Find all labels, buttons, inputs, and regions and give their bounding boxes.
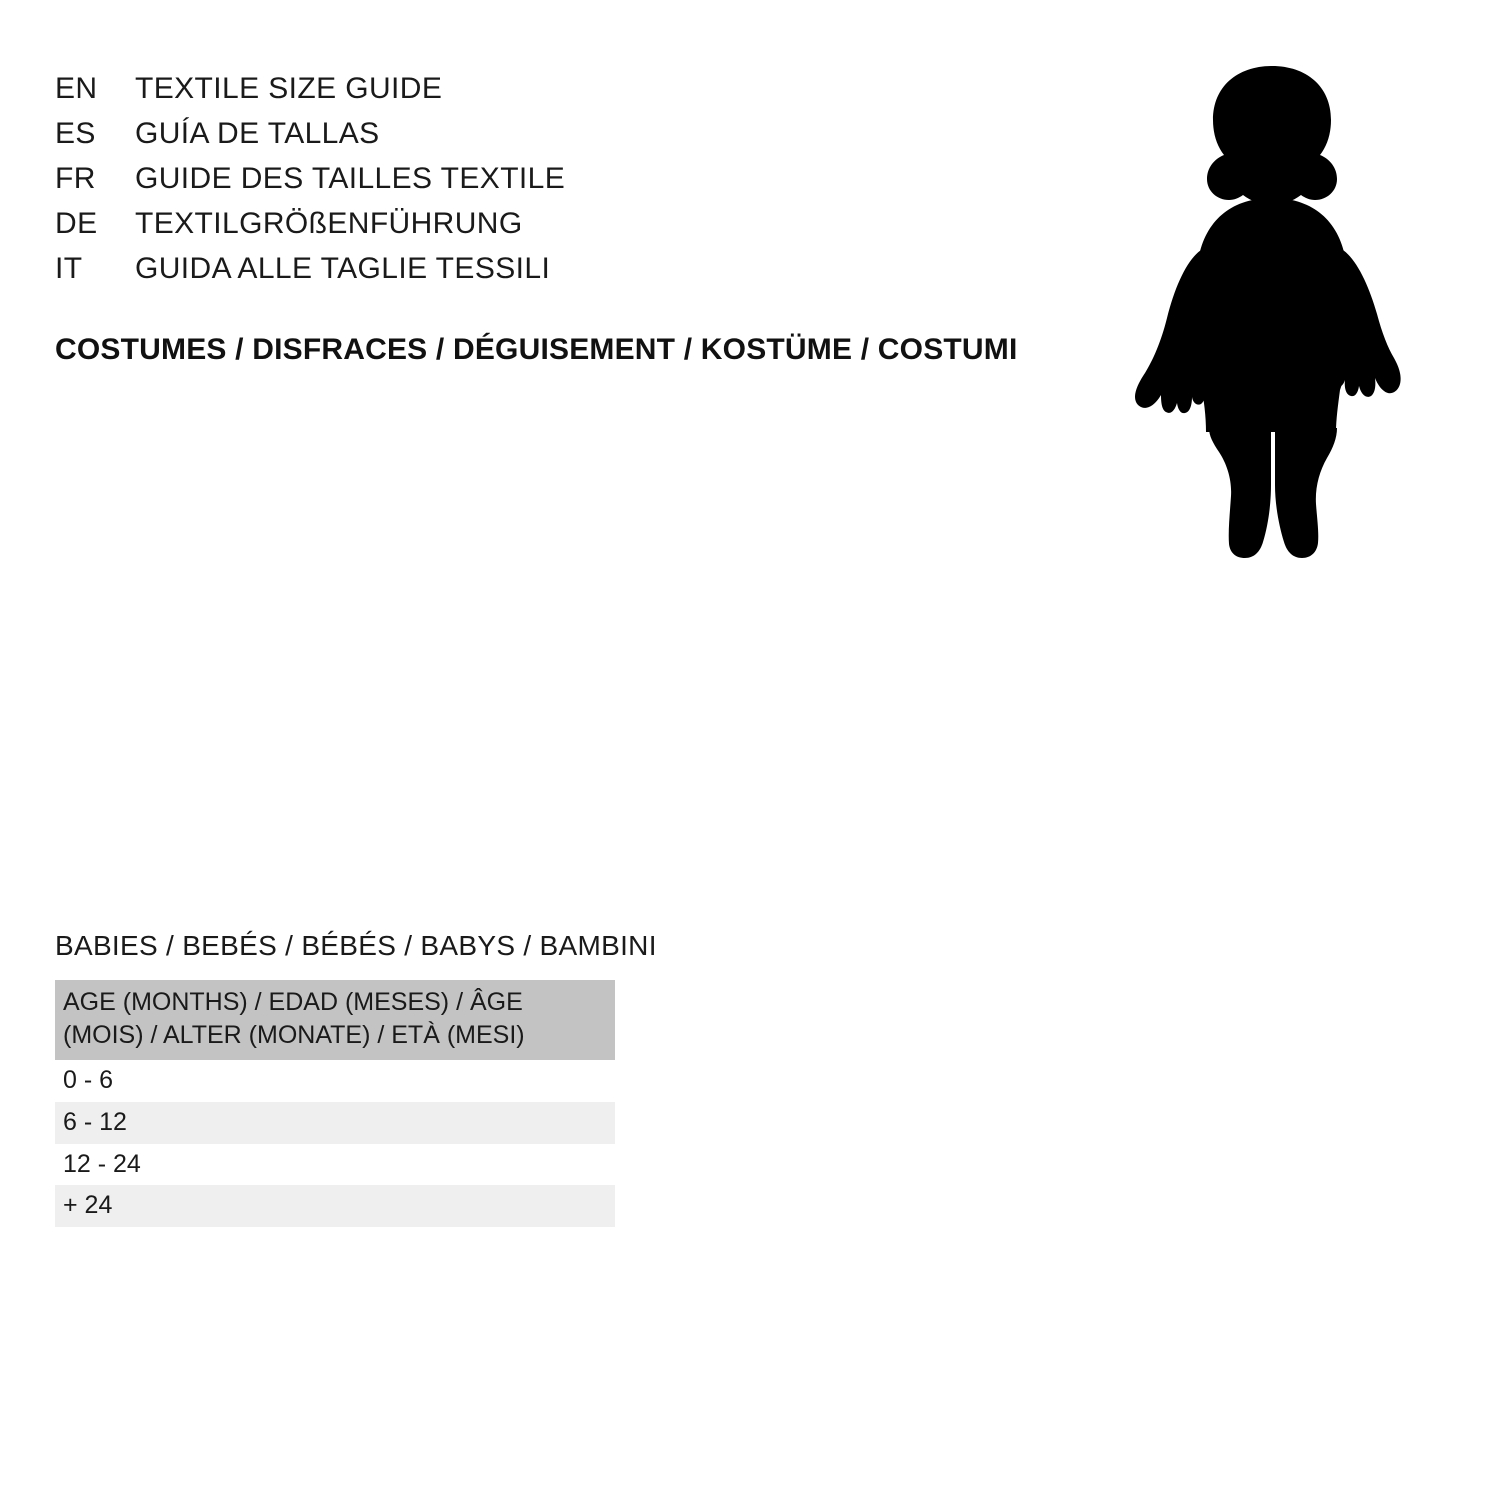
table-cell-age: 0 - 6 bbox=[55, 1060, 615, 1102]
language-text-fr: GUIDE DES TAILLES TEXTILE bbox=[135, 162, 566, 195]
language-text-en: TEXTILE SIZE GUIDE bbox=[135, 72, 443, 105]
language-list bbox=[55, 72, 565, 297]
language-code-it: IT bbox=[55, 252, 83, 285]
language-row-fr bbox=[55, 162, 565, 207]
language-row-de bbox=[55, 207, 565, 252]
table-header-age: AGE (MONTHS) / EDAD (MESES) / ÂGE (MOIS) / ALTER (MONATE) / ETÀ (MESI) bbox=[55, 980, 615, 1060]
table-row bbox=[55, 1060, 615, 1102]
language-code-en: EN bbox=[55, 72, 98, 105]
size-table bbox=[55, 980, 615, 1227]
table-cell-age: 12 - 24 bbox=[55, 1144, 615, 1186]
language-text-it: GUIDA ALLE TAGLIE TESSILI bbox=[135, 252, 551, 285]
category-heading: COSTUMES / DISFRACES / DÉGUISEMENT / KOSTÜME / COSTUMI bbox=[55, 333, 1018, 366]
language-row-es bbox=[55, 117, 565, 162]
baby-silhouette-icon bbox=[1105, 60, 1445, 560]
table-title: BABIES / BEBÉS / BÉBÉS / BABYS / BAMBINI bbox=[55, 930, 657, 961]
language-code-fr: FR bbox=[55, 162, 96, 195]
language-code-de: DE bbox=[55, 207, 98, 240]
language-text-de: TEXTILGRÖßENFÜHRUNG bbox=[135, 207, 523, 240]
table-cell-age: 6 - 12 bbox=[55, 1102, 615, 1144]
table-header-row bbox=[55, 980, 615, 1060]
language-code-es: ES bbox=[55, 117, 96, 150]
language-row-en bbox=[55, 72, 565, 117]
table-row bbox=[55, 1144, 615, 1186]
size-table-section bbox=[55, 930, 657, 1227]
table-cell-age: + 24 bbox=[55, 1185, 615, 1227]
table-row bbox=[55, 1185, 615, 1227]
table-row bbox=[55, 1102, 615, 1144]
language-row-it bbox=[55, 252, 565, 297]
language-text-es: GUÍA DE TALLAS bbox=[135, 117, 380, 150]
